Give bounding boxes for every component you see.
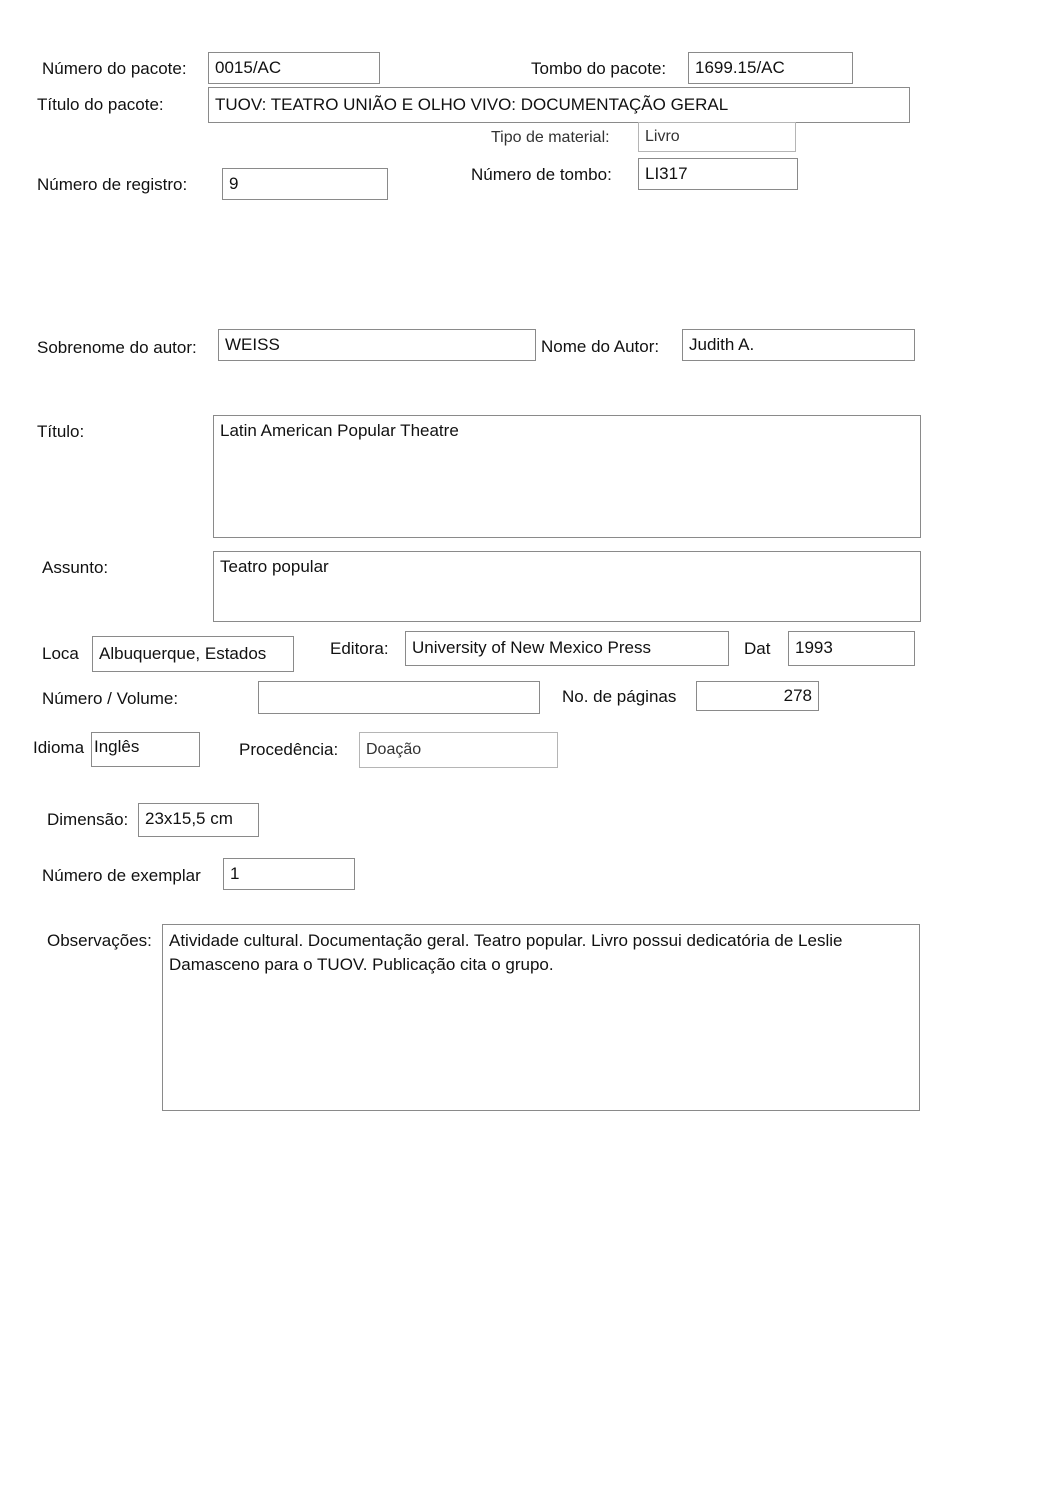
numero-volume-field[interactable] (258, 681, 540, 714)
sobrenome-autor-label: Sobrenome do autor: (37, 338, 197, 357)
dimensao-label: Dimensão: (47, 810, 129, 829)
numero-volume-label: Número / Volume: (42, 689, 179, 708)
tipo-material-label: Tipo de material: (491, 129, 610, 146)
titulo-label: Título: (37, 422, 85, 441)
titulo-pacote-label: Título do pacote: (37, 95, 164, 114)
nome-autor-field[interactable]: Judith A. (682, 329, 915, 361)
numero-registro-field[interactable]: 9 (222, 168, 388, 200)
procedencia-label: Procedência: (239, 740, 339, 759)
observacoes-field[interactable]: Atividade cultural. Documentação geral. Teatro popular. Livro possui dedicatória de Leslie Damasceno para o TUOV. Publicação cita o grupo. (162, 924, 920, 1111)
numero-pacote-field[interactable]: 0015/AC (208, 52, 380, 84)
observacoes-label: Observações: (47, 931, 152, 950)
tipo-material-field[interactable]: Livro (638, 122, 796, 152)
numero-exemplar-field[interactable]: 1 (223, 858, 355, 890)
numero-paginas-field[interactable]: 278 (696, 681, 819, 711)
idioma-label: Idioma (33, 738, 85, 757)
data-label: Dat (744, 639, 771, 658)
numero-pacote-label: Número do pacote: (42, 59, 187, 78)
numero-paginas-label: No. de páginas (562, 687, 677, 706)
local-field[interactable]: Albuquerque, Estados (92, 636, 294, 672)
numero-exemplar-label: Número de exemplar (42, 866, 201, 885)
data-field[interactable]: 1993 (788, 631, 915, 666)
idioma-field[interactable]: Inglês (91, 732, 200, 767)
titulo-field[interactable]: Latin American Popular Theatre (213, 415, 921, 538)
numero-registro-label: Número de registro: (37, 175, 188, 194)
tombo-pacote-field[interactable]: 1699.15/AC (688, 52, 853, 84)
assunto-field[interactable]: Teatro popular (213, 551, 921, 622)
editora-field[interactable]: University of New Mexico Press (405, 631, 729, 666)
titulo-pacote-field[interactable]: TUOV: TEATRO UNIÃO E OLHO VIVO: DOCUMENTAÇÃO GERAL (208, 87, 910, 123)
dimensao-field[interactable]: 23x15,5 cm (138, 803, 259, 837)
tombo-pacote-label: Tombo do pacote: (531, 59, 667, 78)
assunto-label: Assunto: (42, 558, 109, 577)
nome-autor-label: Nome do Autor: (541, 337, 660, 356)
editora-label: Editora: (330, 639, 389, 658)
sobrenome-autor-field[interactable]: WEISS (218, 329, 536, 361)
numero-tombo-label: Número de tombo: (471, 165, 612, 184)
procedencia-field[interactable]: Doação (359, 732, 558, 768)
local-label: Loca (42, 644, 79, 663)
numero-tombo-field[interactable]: LI317 (638, 158, 798, 190)
